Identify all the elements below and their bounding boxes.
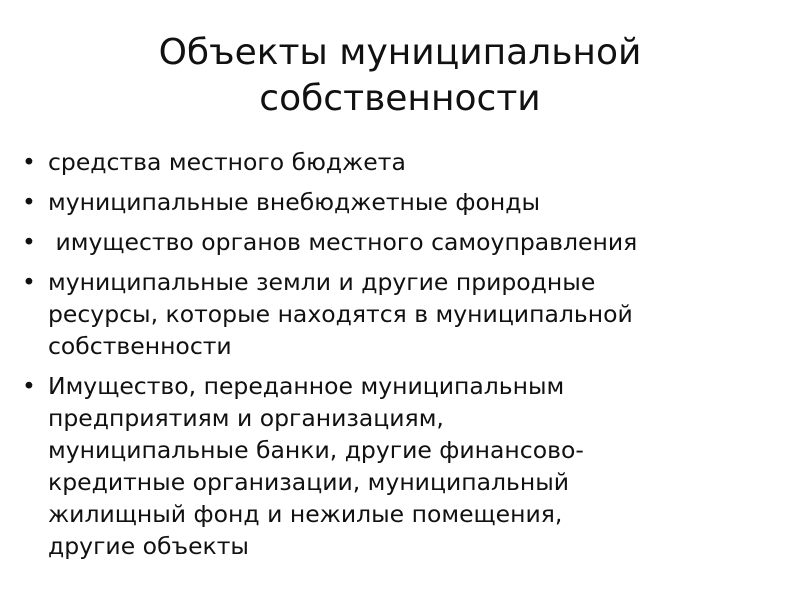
slide-title-line-2: собственности: [259, 78, 541, 119]
bullet-dot-icon: •: [22, 372, 36, 400]
bullet-line: предприятиям и организациям,: [48, 404, 444, 432]
bullet-line: имущество органов местного самоуправления: [48, 228, 638, 256]
bullet-list: [20, 146, 760, 570]
bullet-dot-icon: •: [22, 148, 36, 176]
bullet-dot-icon: •: [22, 268, 36, 296]
bullet-line: другие объекты: [48, 532, 249, 560]
bullet-dot-icon: •: [22, 228, 36, 256]
bullet-text: [48, 146, 760, 178]
bullet-text: [48, 186, 760, 218]
bullet-dot-icon: •: [22, 188, 36, 216]
bullet-item: [20, 370, 760, 562]
bullet-line: муниципальные банки, другие финансово-: [48, 436, 584, 464]
bullet-line: ресурсы, которые находятся в муниципальной: [48, 300, 633, 328]
bullet-item: [20, 146, 760, 178]
bullet-line: кредитные организации, муниципальный: [48, 468, 570, 496]
bullet-item: [20, 226, 760, 258]
bullet-text: [48, 370, 760, 562]
bullet-item: [20, 266, 760, 362]
bullet-line: Имущество, переданное муниципальным: [48, 372, 565, 400]
bullet-line: муниципальные внебюджетные фонды: [48, 188, 541, 216]
bullet-line: собственности: [48, 332, 232, 360]
bullet-item: [20, 186, 760, 218]
slide-title: [60, 30, 740, 122]
bullet-line: жилищный фонд и нежилые помещения,: [48, 500, 563, 528]
bullet-text: [48, 266, 760, 362]
bullet-line: средства местного бюджета: [48, 148, 406, 176]
bullet-line: муниципальные земли и другие природные: [48, 268, 596, 296]
bullet-text: [48, 226, 760, 258]
slide-title-line-1: Объекты муниципальной: [158, 32, 642, 73]
